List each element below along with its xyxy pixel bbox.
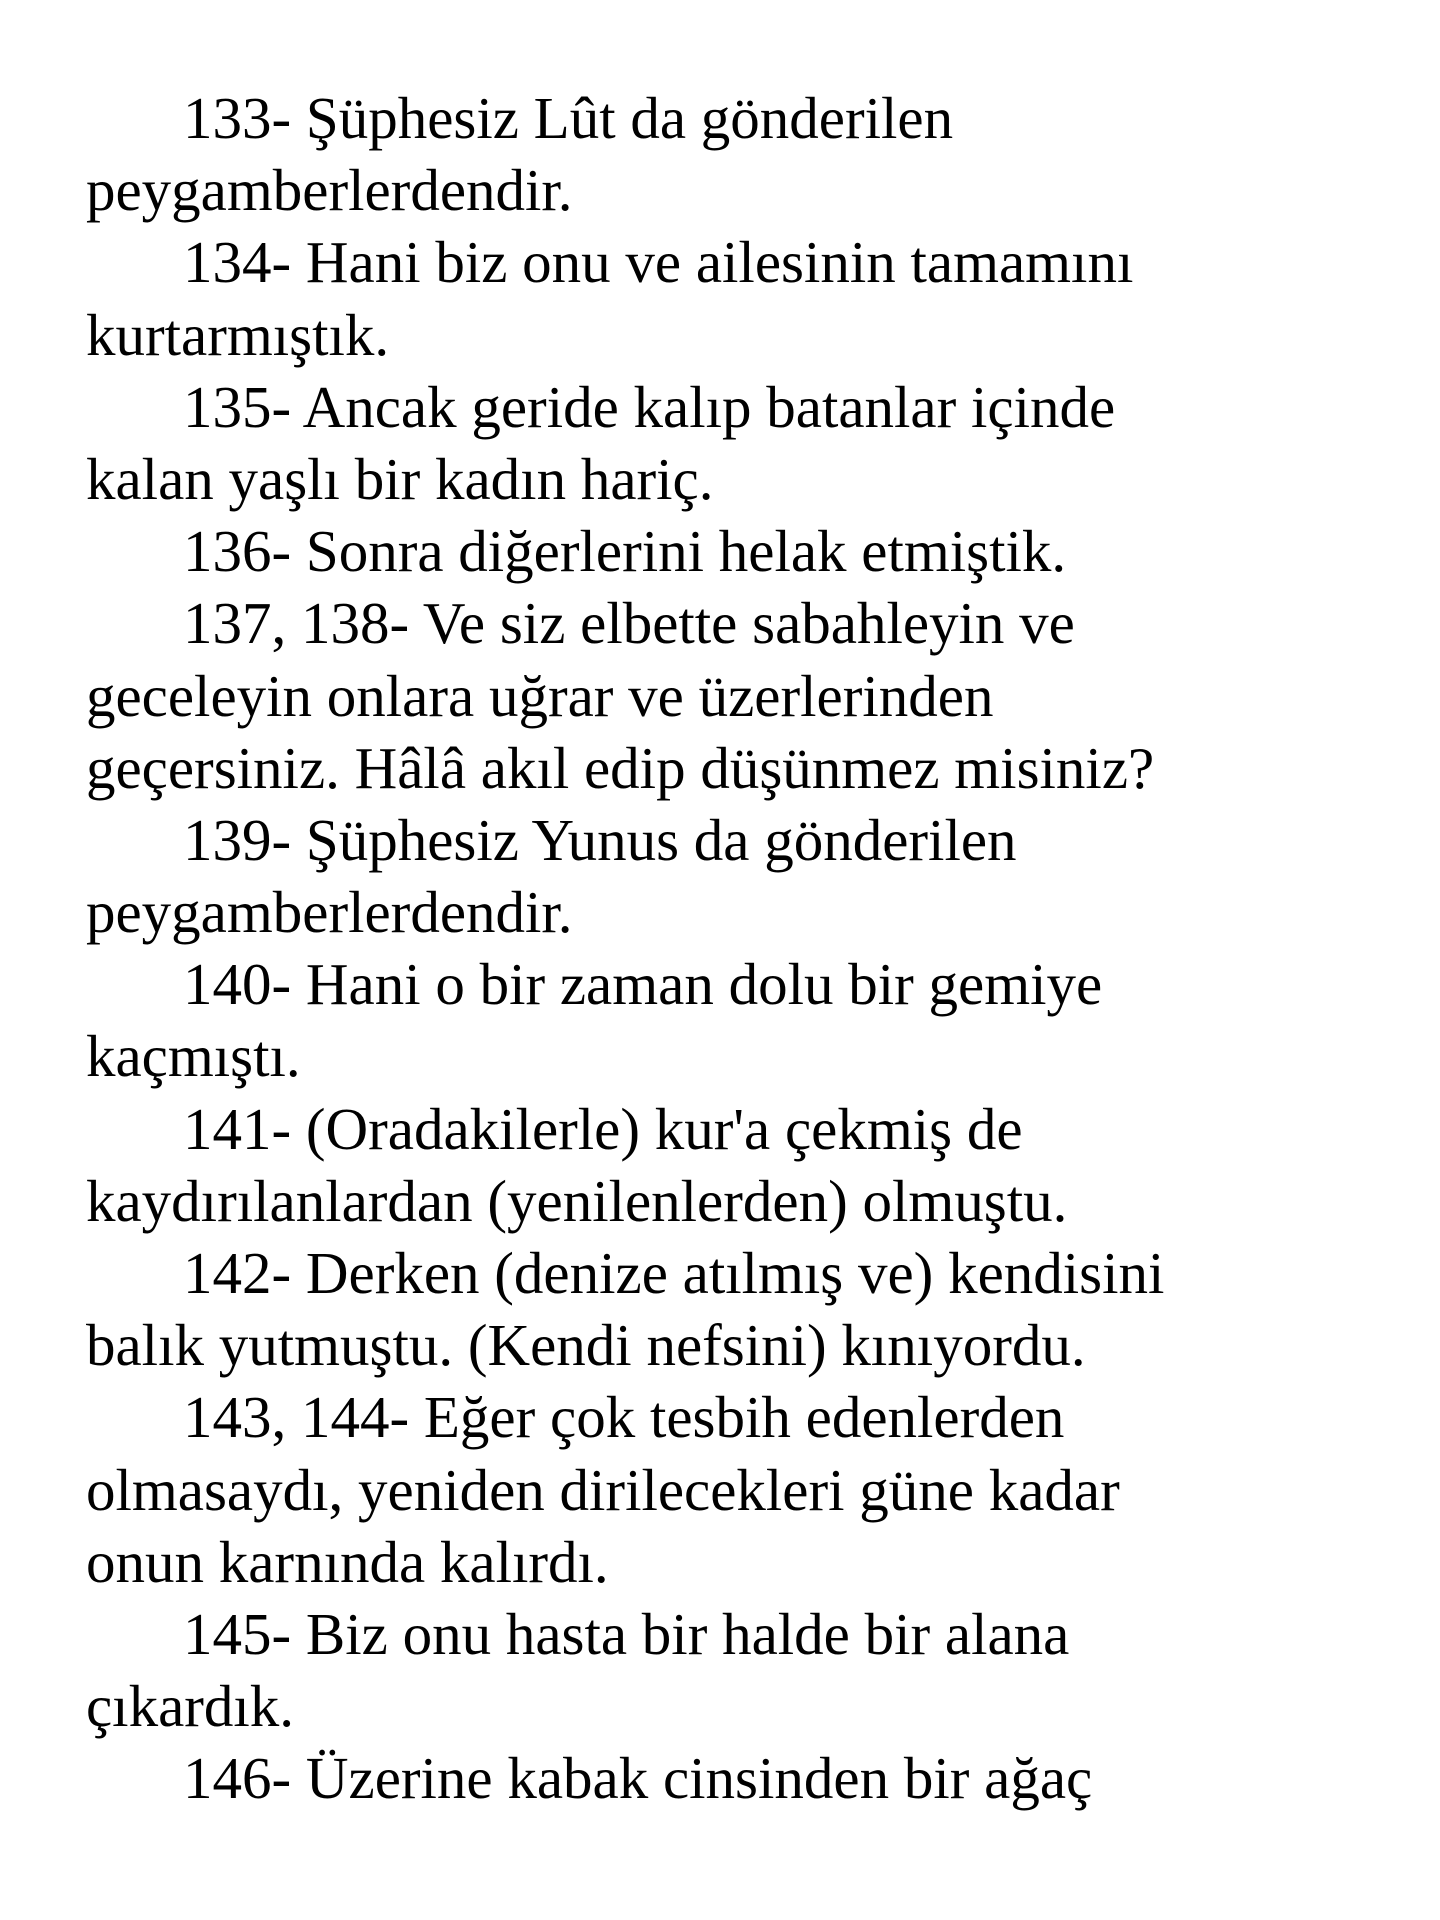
text-line: 143, 144- Eğer çok tesbih edenlerden (183, 1384, 1065, 1451)
text-line: geçersiniz. Hâlâ akıl edip düşünmez misiniz? (86, 734, 1155, 801)
text-line: 134- Hani biz onu ve ailesinin tamamını (183, 229, 1134, 296)
text-line: balık yutmuştu. (Kendi nefsini) kınıyordu. (86, 1312, 1086, 1379)
text-line: peygamberlerdendir. (86, 157, 573, 224)
text-line: olmasaydı, yeniden dirilecekleri güne kadar (86, 1456, 1120, 1523)
text-line: geceleyin onlara uğrar ve üzerlerinden (86, 662, 994, 729)
text-line: 139- Şüphesiz Yunus da gönderilen (183, 806, 1017, 873)
text-line: 133- Şüphesiz Lût da gönderilen (183, 85, 954, 151)
text-line: 145- Biz onu hasta bir halde bir alana (183, 1600, 1070, 1667)
text-line: kaçmıştı. (86, 1023, 301, 1090)
text-line: çıkardık. (86, 1673, 295, 1740)
text-line: kalan yaşlı bir kadın hariç. (86, 445, 714, 512)
text-line: 142- Derken (denize atılmış ve) kendisini (183, 1240, 1165, 1306)
text-line: 141- (Oradakilerle) kur'a çekmiş de (183, 1095, 1023, 1162)
text-line: 136- Sonra diğerlerini helak etmiştik. (183, 518, 1067, 585)
text-line: 146- Üzerine kabak cinsinden bir ağaç (183, 1745, 1093, 1812)
text-line: 135- Ancak geride kalıp batanlar içinde (183, 373, 1116, 440)
text-line: peygamberlerdendir. (86, 879, 573, 946)
text-line: 137, 138- Ve siz elbette sabahleyin ve (183, 590, 1075, 657)
text-line: kurtarmıştık. (86, 301, 390, 368)
verse-text-block (86, 82, 1386, 1815)
text-line: kaydırılanlardan (yenilenlerden) olmuştu. (86, 1167, 1068, 1234)
text-line: 140- Hani o bir zaman dolu bir gemiye (183, 951, 1103, 1018)
text-line: onun karnında kalırdı. (86, 1528, 609, 1595)
